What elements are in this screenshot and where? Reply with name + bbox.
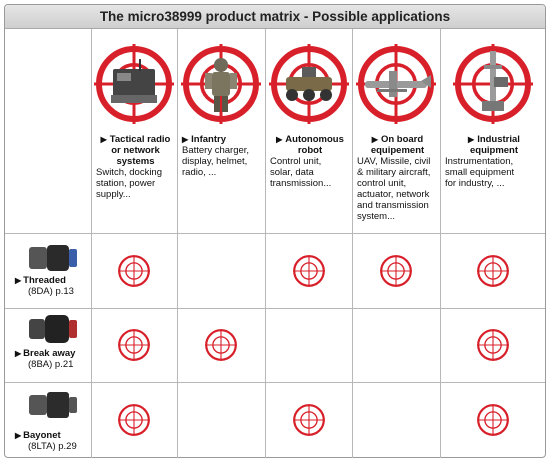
application-text (357, 134, 438, 222)
tactical-radio-icon (93, 43, 175, 125)
application-title: ▶ Infantry (182, 134, 226, 145)
connector-page-ref: (8DA) p.13 (28, 286, 74, 297)
application-column (177, 33, 265, 233)
connector-name: Threaded (23, 275, 66, 286)
compatibility-target-icon (292, 403, 326, 437)
compatibility-target-icon (204, 328, 238, 362)
compatibility-target-icon (117, 403, 151, 437)
application-column (440, 33, 545, 233)
application-description: Switch, docking station, power supply... (96, 167, 163, 200)
application-description: Instrumentation, small equipment for industry, ... (445, 156, 515, 189)
bullet-triangle-icon: ▶ (182, 135, 189, 144)
connector-label (15, 275, 95, 297)
bullet-triangle-icon: ▶ (100, 135, 107, 144)
bullet-triangle-icon: ▶ (468, 135, 475, 144)
application-column (352, 33, 440, 233)
bullet-triangle-icon: ▶ (371, 135, 378, 144)
connector-row (11, 308, 93, 382)
connector-name: Break away (23, 348, 76, 359)
application-title: ▶ Industrial equipment (468, 134, 520, 156)
bayonet-connector-icon (25, 386, 81, 424)
connector-name: Bayonet (23, 430, 61, 441)
connector-row (11, 382, 93, 458)
matrix-title: The micro38999 product matrix - Possible applications (5, 5, 545, 29)
product-matrix (4, 4, 546, 458)
application-text (96, 134, 175, 200)
compatibility-target-icon (117, 254, 151, 288)
bullet-triangle-icon: ▶ (15, 349, 22, 358)
connector-page-ref: (8BA) p.21 (28, 359, 74, 370)
application-title: ▶ Tactical radio or network systems (100, 134, 171, 167)
compatibility-target-icon (379, 254, 413, 288)
compatibility-target-icon (117, 328, 151, 362)
compatibility-target-icon (292, 254, 326, 288)
application-description: Control unit, solar, data transmission... (270, 156, 332, 189)
connector-label (15, 430, 95, 452)
bullet-triangle-icon: ▶ (15, 276, 22, 285)
break-away-connector-icon (25, 310, 81, 348)
application-text (270, 134, 350, 189)
bullet-triangle-icon: ▶ (15, 431, 22, 440)
connector-page-ref: (8LTA) p.29 (28, 441, 77, 452)
industrial-equipment-icon (452, 43, 534, 125)
application-column (265, 33, 352, 233)
application-description: UAV, Missile, civil & military aircraft, control unit, actuator, network and transmission system... (357, 156, 431, 222)
application-text (182, 134, 263, 178)
compatibility-target-icon (476, 254, 510, 288)
autonomous-robot-icon (268, 43, 350, 125)
threaded-connector-icon (25, 239, 81, 277)
application-column (91, 33, 177, 233)
compatibility-target-icon (476, 328, 510, 362)
uav-drone-icon (355, 43, 437, 125)
connector-row (11, 233, 93, 308)
infantry-soldier-icon (180, 43, 262, 125)
bullet-triangle-icon: ▶ (276, 135, 283, 144)
application-title: ▶ Autonomous robot (276, 134, 344, 156)
application-text (445, 134, 543, 189)
application-title: ▶ On board equipement (370, 134, 425, 156)
application-description: Battery charger, display, helmet, radio, ... (182, 145, 250, 178)
compatibility-target-icon (476, 403, 510, 437)
connector-label (15, 348, 95, 370)
